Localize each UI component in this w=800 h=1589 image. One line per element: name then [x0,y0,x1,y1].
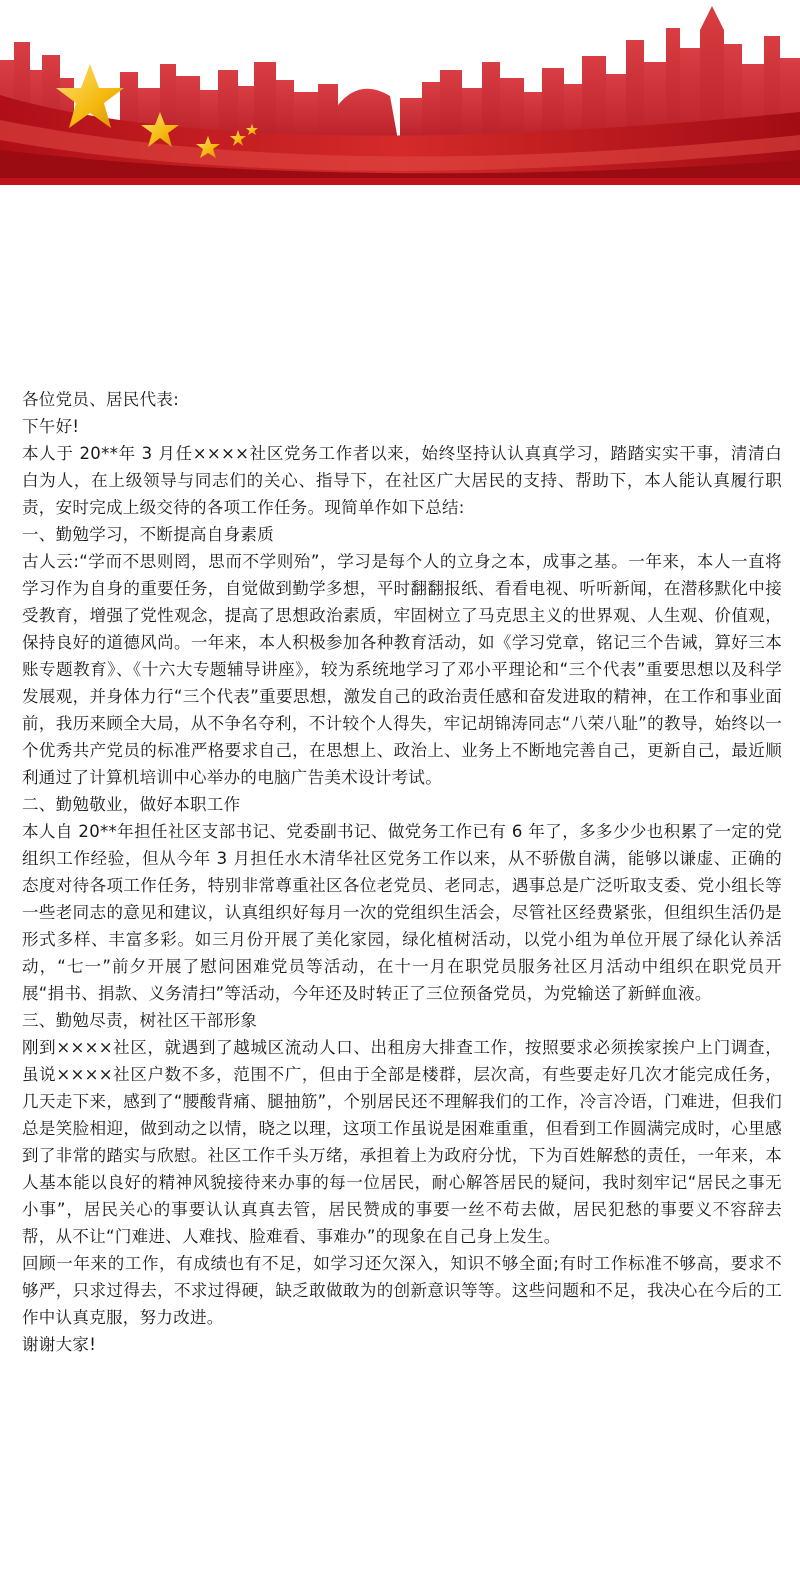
section-2-title: 二、勤勉敬业，做好本职工作 [22,795,241,814]
section-2-paragraph: 本人自 20**年担任社区支部书记、党委副书记、做党务工作已有 6 年了，多多少少也积累了一定的党组织工作经验，但从今年 3 月担任水木清华社区党务工作以来，从不骄傲自满，能够以谦虚、正确的态度对待各项工作任务，特别非常尊重社区各位老党员、老同志，遇事总是广泛听取支委、党小组长等一些老同志的意见和建议，认真组织好每月一次的党组织生活会，尽管社区经费紧张，但组织生活仍是形式多样、丰富多彩。如三月份开展了美化家园，绿化植树活动，以党小组为单位开展了绿化认养活动，“七一”前夕开展了慰问困难党员等活动，在十一月在职党员服务社区月活动中组织在职党员开展“捐书、捐款、义务清扫”等活动，今年还及时转正了三位预备党员，为党输送了新鲜血液。 [22,822,782,1003]
greeting: 下午好! [22,417,80,436]
document-body [22,386,782,1358]
intro-paragraph: 本人于 20**年 3 月任××××社区党务工作者以来，始终坚持认认真真学习，踏踏实实干事，清清白白为人，在上级领导与同志们的关心、指导下，在社区广大居民的支持、帮助下，本人能认真履行职责，安时完成上级交待的各项工作任务。现简单作如下总结: [22,444,782,517]
section-1-title: 一、勤勉学习，不断提高自身素质 [22,525,274,544]
salutation: 各位党员、居民代表: [22,390,180,409]
section-3-title: 三、勤勉尽责，树社区干部形象 [22,1011,258,1030]
banner-skyline-icon [0,0,800,185]
closing: 谢谢大家! [22,1335,97,1354]
section-1-paragraph: 古人云:“学而不思则罔，思而不学则殆”，学习是每个人的立身之本，成事之基。一年来，本人一直将学习作为自身的重要任务，自觉做到勤学多想，平时翻翻报纸、看看电视、听听新闻，在潜移默化中接受教育，增强了党性观念，提高了思想政治素质，牢固树立了马克思主义的世界观、人生观、价值观，保持良好的道德风尚。一年来，本人积极参加各种教育活动，如《学习党章，铭记三个告诫，算好三本账专题教育》、《十六大专题辅导讲座》，较为系统地学习了邓小平理论和“三个代表”重要思想以及科学发展观，并身体力行“三个代表”重要思想，激发自己的政治责任感和奋发进取的精神，在工作和事业面前，我历来顾全大局，从不争名夺利，不计较个人得失，牢记胡锦涛同志“八荣八耻”的教导，始终以一个优秀共产党员的标准严格要求自己，在思想上、政治上、业务上不断地完善自己，更新自己，最近顺利通过了计算机培训中心举办的电脑广告美术设计考试。 [22,552,782,787]
review-paragraph: 回顾一年来的工作，有成绩也有不足，如学习还欠深入，知识不够全面;有时工作标准不够高，要求不够严，只求过得去，不求过得硬，缺乏敢做敢为的创新意识等等。这些问题和不足，我决心在今后的工作中认真克服，努力改进。 [22,1254,782,1327]
section-3-paragraph: 刚到××××社区，就遇到了越城区流动人口、出租房大排查工作，按照要求必须挨家挨户上门调查，虽说××××社区户数不多，范围不广，但由于全部是楼群，层次高，有些要走好几次才能完成任务，几天走下来，感到了“腰酸背痛、腿抽筋”，个别居民还不理解我们的工作，冷言冷语，门难进，但我们总是笑脸相迎，做到动之以情，晓之以理，这项工作虽说是困难重重，但看到工作圆满完成时，心里感到了非常的踏实与欣慰。社区工作千头万绪，承担着上为政府分忧，下为百姓解愁的责任，一年来，本人基本能以良好的精神风貌接待来办事的每一位居民，耐心解答居民的疑问，我时刻牢记“居民之事无小事”，居民关心的事要认认真真去管，居民赞成的事要一丝不苟去做，居民犯愁的事要义不容辞去帮，从不让“门难进、人难找、脸难看、事难办”的现象在自己身上发生。 [22,1038,782,1246]
